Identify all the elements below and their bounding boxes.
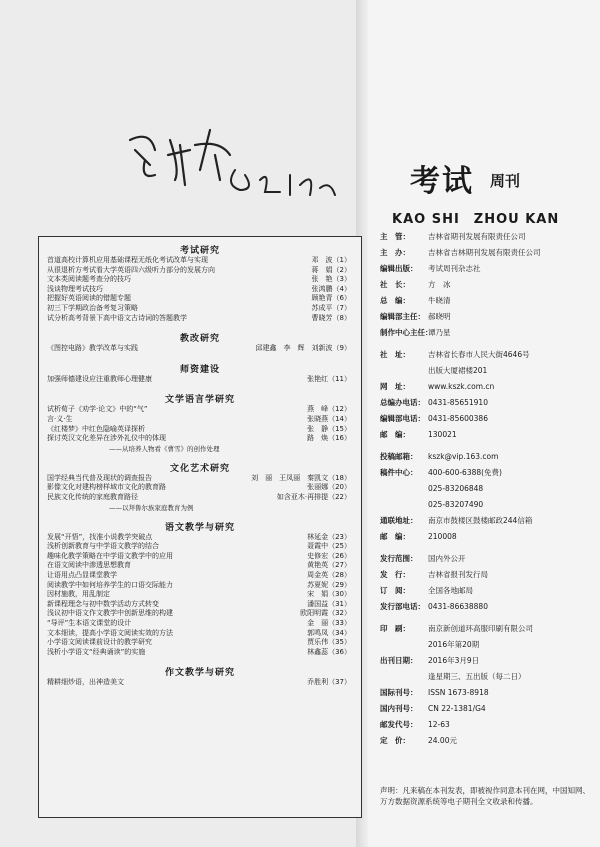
- toc-subtitle: ——从培养人物看《曹雪》的创作处理: [109, 444, 220, 453]
- info-value: 025-83207490: [428, 500, 484, 509]
- info-row: [380, 624, 595, 634]
- toc-entry-author: 张 艳（3）: [311, 275, 351, 284]
- toc-entry-author: 燕 峰（12）: [307, 405, 351, 414]
- info-label: 发行范围：: [380, 554, 418, 563]
- toc-entry-author: 史修宏（26）: [307, 551, 351, 560]
- toc-entry-title: 精耕细炒语，出神造美文: [47, 678, 124, 687]
- info-label: 邮发代号：: [380, 720, 418, 729]
- toc-section-title: 语文教学与研究: [164, 522, 235, 533]
- toc-entry-title: 《图控电路》教学改革与实践: [47, 344, 138, 353]
- toc-entry-author: 如含亚木·再排提（22）: [276, 493, 351, 501]
- info-label: 主 管：: [380, 232, 410, 241]
- info-label: 投稿邮箱：: [380, 452, 418, 461]
- info-row: [380, 704, 595, 714]
- info-row: [380, 720, 595, 730]
- toc-entry-author: 宋 娟（30）: [307, 590, 351, 599]
- info-value: 逢星期三、五出版（每二日）: [428, 672, 526, 681]
- toc-entry-title: “导评”生本语文课堂的设计: [47, 619, 132, 627]
- toc-entry: [47, 638, 351, 647]
- info-value: 130021: [428, 430, 457, 439]
- info-row: [380, 532, 595, 542]
- toc-entry-title: 让语用点凸显课堂教学: [47, 571, 117, 579]
- masthead-subtitle: 周刊: [490, 172, 521, 190]
- info-value: 国内外公开: [428, 554, 466, 563]
- info-value: www.kszk.com.cn: [428, 382, 495, 391]
- info-value: 出版大厦裙楼201: [428, 366, 488, 375]
- toc-section-title: 文化艺术研究: [169, 463, 230, 474]
- info-row: [380, 414, 595, 424]
- info-label: 国际刊号：: [380, 688, 418, 697]
- toc-entry: [47, 294, 351, 303]
- info-label: 定 价：: [380, 736, 410, 745]
- toc-entry-author: 乔胜利（37）: [307, 678, 351, 687]
- info-value: 400-600-6388(免费): [428, 468, 502, 477]
- toc-entry-title: 言·义·生: [47, 415, 73, 423]
- info-label: 通联地址：: [380, 516, 418, 525]
- info-value: 2016年第20期: [428, 640, 480, 649]
- toc-entry-title: 加强师德建设应注重教师心理健康: [47, 374, 152, 383]
- toc-entry: [47, 405, 351, 414]
- toc-entry: [47, 304, 351, 313]
- toc-entry: [47, 542, 351, 551]
- toc-entry: [47, 493, 351, 502]
- handwritten-signature: [120, 110, 350, 210]
- info-row: [380, 264, 595, 274]
- info-row: [380, 484, 595, 494]
- table-of-contents: [38, 236, 362, 818]
- toc-entry: [47, 425, 351, 434]
- toc-entry: [47, 648, 351, 657]
- info-row: [380, 312, 595, 322]
- toc-entry-title: 初三下学期政治备考复习策略: [47, 304, 138, 312]
- info-row: [380, 468, 595, 478]
- info-row: [380, 570, 595, 580]
- toc-entry-author: 曹晓芳（8）: [311, 313, 351, 322]
- toc-entry: [47, 266, 351, 275]
- toc-section-title: 师资建设: [179, 364, 220, 375]
- info-value: 0431-86638880: [428, 602, 488, 611]
- toc-entry-title: 趣味化教学策略在中学语文教学中的应用: [47, 551, 173, 560]
- toc-entry: [47, 609, 351, 618]
- info-row: [380, 688, 595, 698]
- toc-entry-author: 蒋 娟（2）: [311, 265, 351, 274]
- info-value: 全国各地邮局: [428, 586, 473, 595]
- info-row: [380, 640, 595, 650]
- info-value: 吉林省吉林期刊发展有限责任公司: [428, 248, 541, 257]
- info-row: [380, 602, 595, 612]
- info-row: [380, 248, 595, 258]
- toc-entry-author: 张晓燕（14）: [307, 415, 351, 423]
- toc-entry-title: 试析荀子《劝学·论文》中的“气”: [47, 405, 148, 414]
- info-label: 邮 编：: [380, 430, 410, 439]
- info-row: [380, 672, 595, 682]
- toc-entry: [47, 375, 351, 384]
- toc-entry: [47, 552, 351, 561]
- toc-entry: [47, 434, 351, 443]
- toc-entry-author: 苏成平（7）: [311, 304, 351, 312]
- info-label: 稿件中心：: [380, 468, 418, 477]
- info-label: 网 址：: [380, 382, 410, 391]
- toc-entry-author: 周金英（28）: [307, 571, 351, 579]
- toc-section-title: 教改研究: [179, 334, 220, 345]
- info-row: [380, 328, 595, 338]
- toc-entry-title: 新课程理念与初中数学活动方式转变: [47, 599, 159, 608]
- info-label: 编辑部主任：: [380, 312, 425, 321]
- toc-entry-author: 聂霞中（25）: [307, 542, 351, 551]
- toc-entry: [47, 600, 351, 609]
- toc-entry-title: 浅议初中语文作文教学中创新思维的构建: [47, 609, 173, 618]
- info-value: 24.00元: [428, 736, 457, 745]
- toc-entry-author: 黄艳英（27）: [307, 561, 351, 570]
- info-value: 郝晓明: [428, 312, 451, 321]
- info-row: [380, 554, 595, 564]
- info-value: 牛晓清: [428, 296, 451, 305]
- info-label: 编辑部电话：: [380, 414, 425, 423]
- toc-entry-title: 因材施教，用乱制定: [47, 590, 110, 599]
- toc-entry-title: 从很退析方考试看大学英语四六级听力部分的发展方向: [47, 265, 215, 274]
- info-row: [380, 366, 595, 376]
- toc-entry-title: 文本类阅读题考查分的技巧: [47, 275, 131, 284]
- info-value: 0431-85600386: [428, 414, 488, 423]
- toc-entry-author: 路 焕（16）: [307, 434, 351, 443]
- info-value: 考试周刊杂志社: [428, 264, 481, 273]
- toc-entry-author: 顾艳青（6）: [311, 294, 351, 303]
- info-label: 编辑出版：: [380, 264, 418, 273]
- toc-entry: [47, 474, 351, 483]
- toc-entry-title: 探讨英汉文化差异在涉外礼仪中的体现: [47, 434, 166, 443]
- copyright-notice: 声明：凡来稿在本刊发表，即被视作同意本刊在网，中国知网、万方数据资源系统等电子期刊全文收录和传播。: [380, 786, 590, 806]
- info-value: 210008: [428, 532, 457, 541]
- toc-entry-title: 浅析小学语文“经典诵读”的实施: [47, 647, 146, 656]
- info-row: [380, 296, 595, 306]
- info-value: 谭乃星: [428, 328, 451, 337]
- masthead-title: 考试: [410, 164, 474, 199]
- toc-subtitle: ——以拜鲁尔族家庭教育为例: [109, 503, 194, 512]
- toc-entry-author: 林鑫蕊（36）: [307, 647, 351, 656]
- info-value: CN 22-1381/G4: [428, 704, 486, 713]
- toc-entry: [47, 275, 351, 284]
- toc-entry: [47, 285, 351, 294]
- toc-entry: [47, 415, 351, 424]
- toc-entry: [47, 483, 351, 492]
- toc-entry: [47, 571, 351, 580]
- info-label: 社 长：: [380, 280, 410, 289]
- masthead-pinyin: KAO SHI ZHOU KAN: [392, 212, 560, 227]
- toc-section-title: 考试研究: [179, 246, 220, 256]
- toc-entry-author: 苏夏妮（29）: [307, 580, 351, 589]
- toc-entry-author: 金 丽（33）: [307, 619, 351, 627]
- toc-entry-title: 小学语文阅读课前设计的教学研究: [47, 638, 152, 647]
- toc-entry-author: 贾乐伟（35）: [307, 638, 351, 647]
- toc-entry-title: 试分析高考背景下高中语文古诗词的答题教学: [47, 313, 187, 322]
- info-row: [380, 586, 595, 596]
- info-label: 出刊日期：: [380, 656, 418, 665]
- toc-entry-author: 邱建鑫 李 辉 刘新波（9）: [255, 344, 351, 353]
- info-row: [380, 398, 595, 408]
- info-row: [380, 452, 595, 462]
- toc-entry-author: 欧阳明霞（32）: [300, 609, 351, 618]
- toc-entry-title: 把握好英语阅读的错题专题: [47, 294, 131, 303]
- toc-entry: [47, 678, 351, 687]
- info-value: 0431-85651910: [428, 398, 488, 407]
- toc-entry-title: 首道高校计算机应用基础课程无纸化考试改革与实现: [47, 256, 208, 264]
- info-value: kszk@vip.163.com: [428, 452, 499, 461]
- toc-entry: [47, 533, 351, 542]
- info-label: 制作中心主任：: [380, 328, 433, 337]
- info-value: 南京新创道环高服印刷有限公司: [428, 624, 533, 633]
- toc-entry-title: 《红楼梦》中红色隐喻英译探析: [47, 424, 145, 433]
- info-label: 国内刊号：: [380, 704, 418, 713]
- toc-entry-title: 阅读教学中如何培养学生的口语交际能力: [47, 580, 173, 589]
- info-value: ISSN 1673-8918: [428, 688, 489, 697]
- toc-entry: [47, 619, 351, 628]
- toc-section-title: 文学语言学研究: [164, 395, 235, 406]
- info-label: 总 编：: [380, 296, 410, 305]
- toc-entry-author: 张丽娜（20）: [307, 483, 351, 492]
- toc-entry-title: 民族文化传统的家庭教育路径: [47, 493, 138, 501]
- toc-entry-author: 潘国益（31）: [307, 599, 351, 608]
- toc-entry-title: 浅谈物理考试技巧: [47, 284, 103, 293]
- info-value: 12-63: [428, 720, 450, 729]
- info-label: 印 刷：: [380, 624, 410, 633]
- toc-entry-title: 在语文阅读中渗透思想教育: [47, 561, 131, 570]
- toc-entry-author: 张 静（15）: [307, 424, 351, 433]
- info-row: [380, 516, 595, 526]
- info-row: [380, 656, 595, 666]
- toc-entry-title: 发展“开悟”，找准小说教学突破点: [47, 532, 153, 541]
- toc-entry-author: 张艳红（11）: [307, 374, 351, 383]
- info-label: 社 址：: [380, 350, 410, 359]
- info-row: [380, 280, 595, 290]
- info-row: [380, 232, 595, 242]
- toc-entry: [47, 561, 351, 570]
- info-value: 2016年3月9日: [428, 656, 480, 665]
- info-value: 吉林省期刊发展有限责任公司: [428, 232, 526, 241]
- toc-entry-author: 林延金（23）: [307, 532, 351, 541]
- toc-entry-author: 张鸿鹏（4）: [311, 284, 351, 293]
- toc-entry-author: 郭鸣凤（34）: [307, 628, 351, 637]
- info-row: [380, 382, 595, 392]
- info-row: [380, 500, 595, 510]
- info-value: 吉林省报刊发行局: [428, 570, 488, 579]
- toc-entry-title: 文本细读，提高小学语文阅读实效的方法: [47, 628, 173, 637]
- toc-entry: [47, 581, 351, 590]
- toc-section-title: 作文教学与研究: [164, 668, 235, 679]
- info-value: 025-83206848: [428, 484, 484, 493]
- info-label: 主 办：: [380, 248, 410, 257]
- info-label: 订 阅：: [380, 586, 410, 595]
- info-label: 发 行：: [380, 570, 410, 579]
- toc-entry: [47, 344, 351, 353]
- info-label: 邮 编：: [380, 532, 410, 541]
- info-value: 吉林省长春市人民大街4646号: [428, 350, 530, 359]
- toc-entry: [47, 314, 351, 323]
- toc-entry-title: 国学经典当代普及现状的调查报告: [47, 473, 152, 482]
- toc-entry-author: 刘 丽 王凤丽 秦凯文（18）: [251, 473, 351, 482]
- info-value: 方 冰: [428, 280, 451, 289]
- info-label: 总编办电话：: [380, 398, 425, 407]
- toc-entry: [47, 256, 351, 265]
- info-row: [380, 736, 595, 746]
- info-row: [380, 350, 595, 360]
- info-label: 发行部电话：: [380, 602, 425, 611]
- info-row: [380, 430, 595, 440]
- toc-entry-author: 邓 波（1）: [311, 256, 351, 264]
- toc-entry-title: 影像文化对建构榜样域市文化的教育路: [47, 483, 166, 492]
- toc-entry-title: 浅析创新教育与中学语文教学的结合: [47, 542, 159, 551]
- toc-entry: [47, 590, 351, 599]
- info-value: 南京市鼓楼区鼓楼邮政244信箱: [428, 516, 533, 525]
- toc-entry: [47, 629, 351, 638]
